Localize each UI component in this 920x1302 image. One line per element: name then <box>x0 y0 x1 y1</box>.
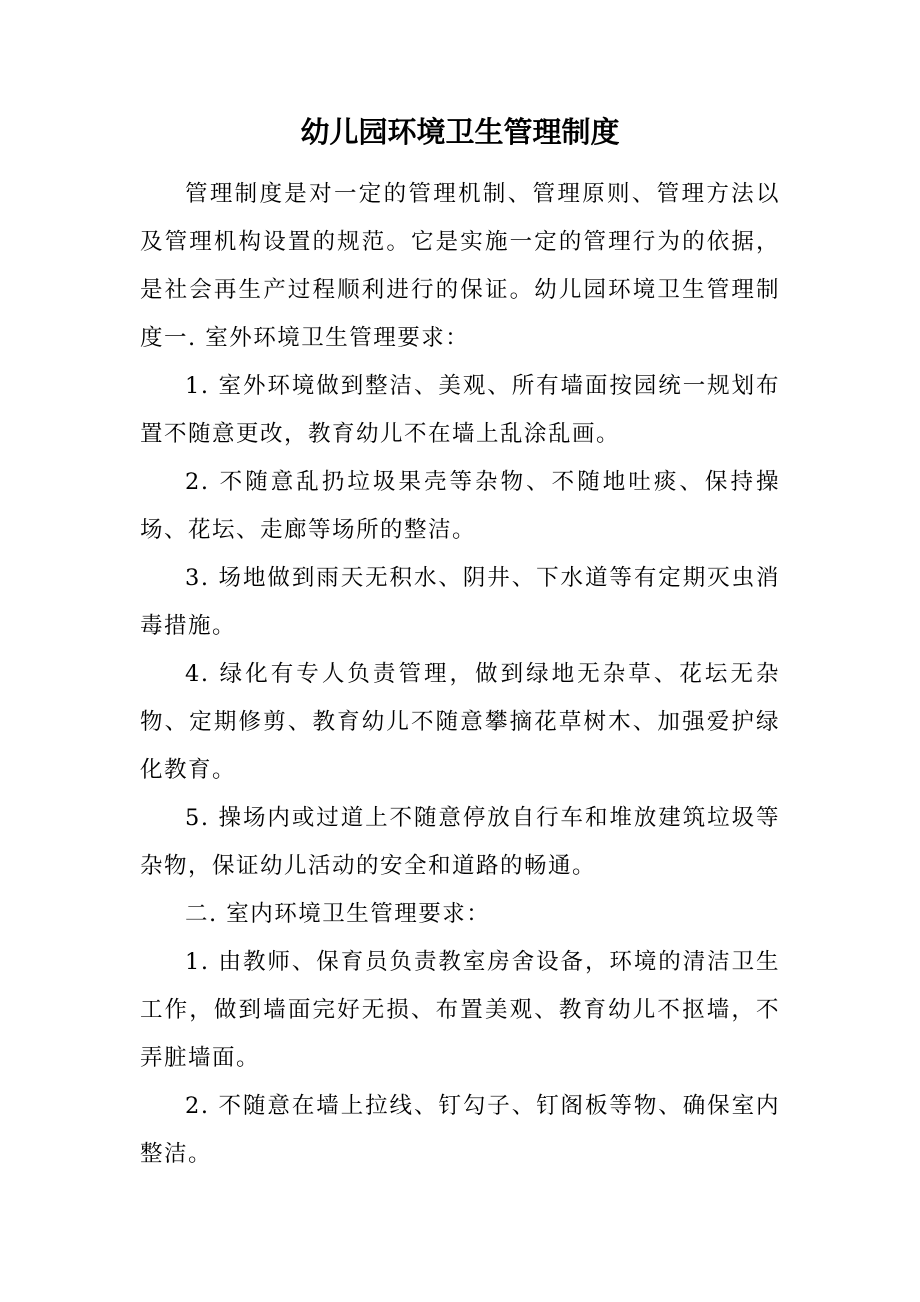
paragraph-intro: 管理制度是对一定的管理机制、管理原则、管理方法以及管理机构设置的规范。它是实施一定的管理行为的依据，是社会再生产过程顺利进行的保证。幼儿园环境卫生管理制度一. 室外环境卫生管理要求： <box>140 181 780 351</box>
paragraph-indoor-2: 2. 不随意在墙上拉线、钉勾子、钉阁板等物、确保室内整洁。 <box>140 1093 780 1167</box>
paragraph-outdoor-2: 2. 不随意乱扔垃圾果壳等杂物、不随地吐痰、保持操场、花坛、走廊等场所的整洁。 <box>140 469 780 543</box>
section-heading-indoor: 二. 室内环境卫生管理要求： <box>185 901 491 927</box>
paragraph-indoor-1: 1. 由教师、保育员负责教室房舍设备，环境的清洁卫生工作，做到墙面完好无损、布置美观、教育幼儿不抠墙，不弄脏墙面。 <box>140 949 780 1071</box>
paragraph-outdoor-3: 3. 场地做到雨天无积水、阴井、下水道等有定期灭虫消毒措施。 <box>140 565 780 639</box>
document-body <box>140 170 780 1178</box>
paragraph-outdoor-1: 1. 室外环境做到整洁、美观、所有墙面按园统一规划布置不随意更改，教育幼儿不在墙上乱涂乱画。 <box>140 373 780 447</box>
paragraph-outdoor-4: 4. 绿化有专人负责管理，做到绿地无杂草、花坛无杂物、定期修剪、教育幼儿不随意攀摘花草树木、加强爱护绿化教育。 <box>140 661 780 783</box>
document-title: 幼儿园环境卫生管理制度 <box>300 115 620 149</box>
paragraph-outdoor-5: 5. 操场内或过道上不随意停放自行车和堆放建筑垃圾等杂物，保证幼儿活动的安全和道路的畅通。 <box>140 805 780 879</box>
